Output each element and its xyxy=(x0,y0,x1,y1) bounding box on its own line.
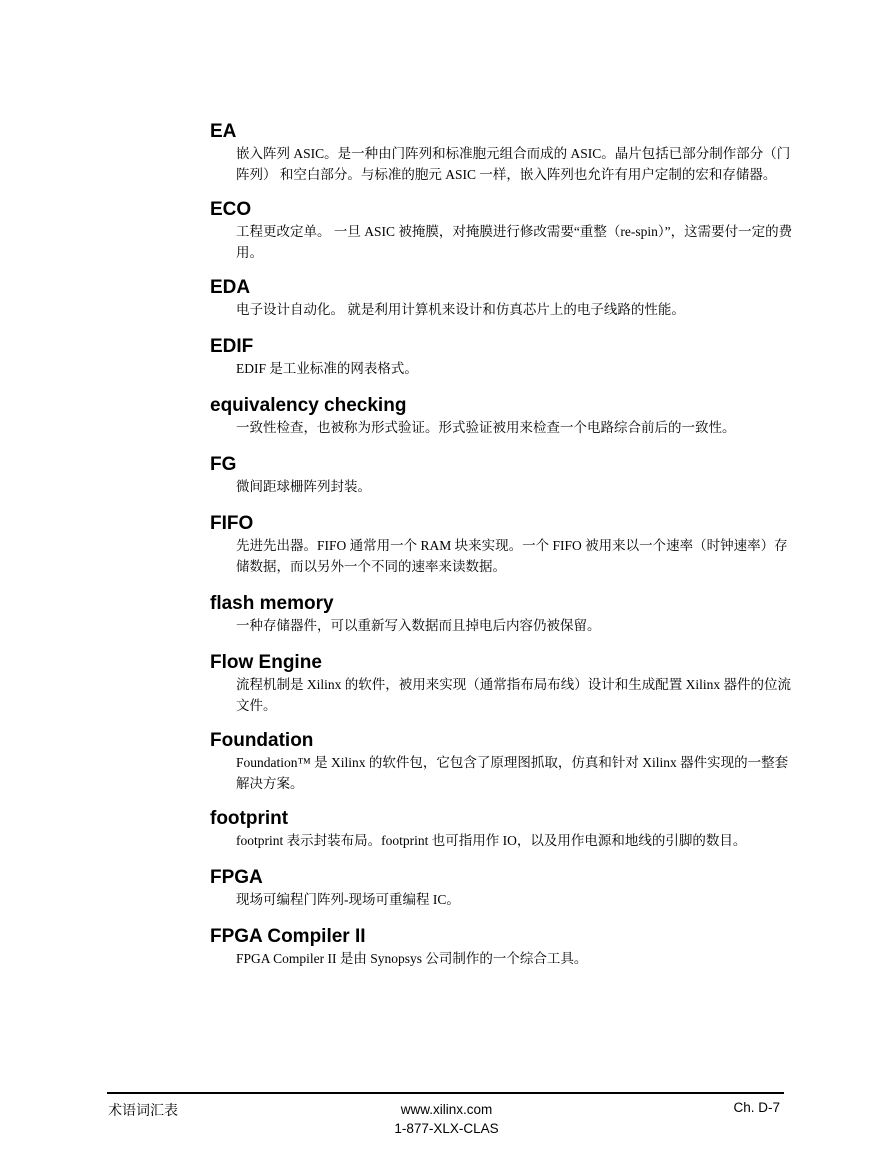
entry-term: Foundation xyxy=(210,730,314,751)
entry-term: FG xyxy=(210,454,237,475)
entry-definition: FPGA Compiler II 是由 Synopsys 公司制作的一个综合工具。 xyxy=(236,951,588,966)
footer-phone: 1-877-XLX-CLAS xyxy=(394,1121,499,1136)
glossary-entry xyxy=(210,513,810,577)
entry-definition: 先进先出器。FIFO 通常用一个 RAM 块来实现。一个 FIFO 被用来以一个速率（时钟速率）存储数据，而以另外一个不同的速率来读数据。 xyxy=(236,538,788,574)
glossary-entry xyxy=(210,121,810,185)
entry-term: equivalency checking xyxy=(210,395,407,416)
glossary-entry xyxy=(210,199,810,263)
entry-term: FPGA xyxy=(210,867,263,888)
footer-section-title: 术语词汇表 xyxy=(108,1104,178,1119)
glossary-entries xyxy=(210,121,810,969)
entry-term: Flow Engine xyxy=(210,652,322,673)
glossary-entry xyxy=(210,867,810,910)
entry-definition: 一种存储器件，可以重新写入数据而且掉电后内容仍被保留。 xyxy=(236,618,601,633)
entry-definition: 工程更改定单。 一旦 ASIC 被掩膜，对掩膜进行修改需要“重整（re-spin）”，这需要付一定的费用。 xyxy=(236,224,793,260)
glossary-entry xyxy=(210,454,810,497)
entry-definition: 微间距球栅阵列封装。 xyxy=(236,479,371,494)
glossary-entry xyxy=(210,808,810,851)
entry-term: FIFO xyxy=(210,513,254,534)
entry-term: flash memory xyxy=(210,593,334,614)
footer-website: www.xilinx.com xyxy=(400,1102,493,1117)
entry-definition: 电子设计自动化。 就是利用计算机来设计和仿真芯片上的电子线路的性能。 xyxy=(236,302,685,317)
glossary-entry xyxy=(210,926,810,969)
entry-definition: 一致性检查，也被称为形式验证。形式验证被用来检查一个电路综合前后的一致性。 xyxy=(236,420,736,435)
entry-definition: 现场可编程门阵列-现场可重编程 IC。 xyxy=(236,892,460,907)
glossary-entry xyxy=(210,395,810,438)
entry-term: EA xyxy=(210,121,237,142)
entry-definition: EDIF 是工业标准的网表格式。 xyxy=(236,361,418,376)
entry-term: footprint xyxy=(210,808,289,829)
entry-definition: Foundation™ 是 Xilinx 的软件包，它包含了原理图抓取，仿真和针对 Xilinx 器件实现的一整套解决方案。 xyxy=(236,755,789,791)
footer-divider xyxy=(107,1092,784,1094)
glossary-entry xyxy=(210,593,810,636)
entry-term: ECO xyxy=(210,199,252,220)
page-number: Ch. D-7 xyxy=(733,1100,780,1115)
entry-term: EDA xyxy=(210,277,251,298)
entry-definition: 流程机制是 Xilinx 的软件，被用来实现（通常指布局布线）设计和生成配置 Xilinx 器件的位流文件。 xyxy=(236,677,792,713)
entry-definition: 嵌入阵列 ASIC。是一种由门阵列和标准胞元组合而成的 ASIC。晶片包括已部分制作部分（门阵列） 和空白部分。与标准的胞元 ASIC 一样，嵌入阵列也允许有用户定制的宏和存储器。 xyxy=(236,146,791,182)
entry-term: EDIF xyxy=(210,336,254,357)
glossary-entry xyxy=(210,277,810,320)
glossary-entry xyxy=(210,652,810,716)
entry-definition: footprint 表示封装布局。footprint 也可指用作 IO，以及用作电源和地线的引脚的数目。 xyxy=(236,833,747,848)
glossary-entry xyxy=(210,730,810,794)
glossary-entry xyxy=(210,336,810,379)
entry-term: FPGA Compiler II xyxy=(210,926,366,947)
